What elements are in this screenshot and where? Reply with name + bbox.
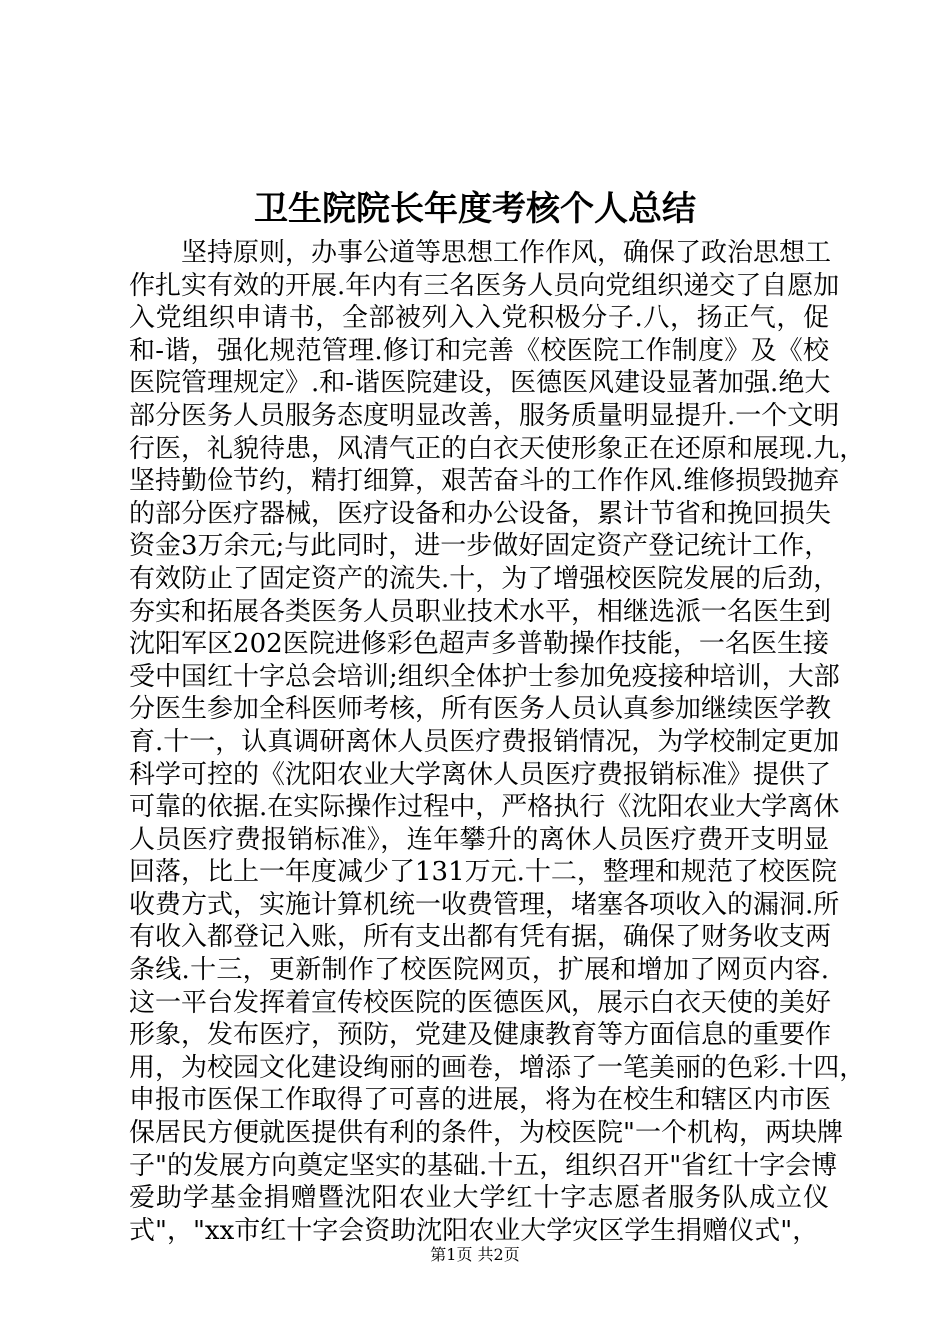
- body-line: 分医生参加全科医师考核，所有医务人员认真参加继续医学教: [129, 694, 832, 725]
- body-line: 形象，发布医疗，预防，党建及健康教育等方面信息的重要作: [129, 1020, 832, 1051]
- document-body: [129, 237, 866, 1247]
- body-line: 和-谐，强化规范管理.修订和完善《校医院工作制度》及《校: [129, 335, 829, 366]
- body-line: 可靠的依据.在实际操作过程中，严格执行《沈阳农业大学离休: [129, 792, 840, 823]
- body-line: 保居民方便就医提供有利的条件，为校医院"一个机构，两块牌: [129, 1118, 843, 1149]
- body-line: 爱助学基金捐赠暨沈阳农业大学红十字志愿者服务队成立仪: [129, 1183, 829, 1214]
- body-line: 坚持原则，办事公道等思想工作作风，确保了政治思想工: [181, 238, 832, 268]
- document-title: 卫生院院长年度考核个人总结: [254, 189, 696, 229]
- body-line: 这一平台发挥着宣传校医院的医德医风，展示白衣天使的美好: [129, 987, 832, 1018]
- body-line: 回落，比上一年度减少了131万元.十二，整理和规范了校医院: [129, 857, 837, 888]
- body-line: 用，为校园文化建设绚丽的画卷，增添了一笔美丽的色彩.十四，: [129, 1052, 866, 1083]
- body-line: 的部分医疗器械，医疗设备和办公设备，累计节省和挽回损失: [129, 498, 832, 529]
- body-line: 夯实和拓展各类医务人员职业技术水平，相继选派一名医生到: [129, 596, 832, 627]
- body-line: 人员医疗费报销标准》，连年攀升的离休人员医疗费开支明显: [129, 824, 829, 855]
- body-line: 申报市医保工作取得了可喜的进展，将为在校生和辖区内市医: [129, 1085, 832, 1116]
- body-line: 收费方式，实施计算机统一收费管理，堵塞各项收入的漏洞.所: [129, 889, 840, 920]
- body-line: 作扎实有效的开展.年内有三名医务人员向党组织递交了自愿加: [129, 270, 840, 301]
- body-line: 有效防止了固定资产的流失.十，为了增强校医院发展的后劲，: [129, 563, 840, 594]
- body-line: 式"，"xx市红十字会资助沈阳农业大学灾区学生捐赠仪式"，: [129, 1215, 819, 1246]
- body-line: 入党组织申请书，全部被列入入党积极分子.八，扬正气，促: [129, 303, 829, 334]
- body-line: 沈阳军区202医院进修彩色超声多普勒操作技能，一名医生接: [129, 629, 829, 660]
- body-line: 子"的发展方向奠定坚实的基础.十五，组织召开"省红十字会博: [129, 1150, 838, 1181]
- body-line: 医院管理规定》.和-谐医院建设，医德医风建设显著加强.绝大: [129, 368, 831, 399]
- body-line: 条线.十三，更新制作了校医院网页，扩展和增加了网页内容.: [129, 955, 829, 986]
- body-line: 资金3万余元;与此同时，进一步做好固定资产登记统计工作，: [129, 531, 831, 562]
- body-line: 部分医务人员服务态度明显改善，服务质量明显提升.一个文明: [129, 400, 840, 431]
- body-line: 受中国红十字总会培训;组织全体护士参加免疫接种培训，大部: [129, 661, 840, 692]
- body-line: 科学可控的《沈阳农业大学离休人员医疗费报销标准》提供了: [129, 759, 832, 790]
- body-line: 育.十一，认真调研离休人员医疗费报销情况，为学校制定更加: [129, 726, 840, 757]
- body-line: 行医，礼貌待患，风清气正的白衣天使形象正在还原和展现.九，: [129, 433, 866, 464]
- body-line: 坚持勤俭节约，精打细算，艰苦奋斗的工作作风.维修损毁抛弃: [129, 466, 840, 497]
- body-line: 有收入都登记入账，所有支出都有凭有据，确保了财务收支两: [129, 922, 832, 953]
- page-number-footer: 第1页 共2页: [430, 1245, 520, 1264]
